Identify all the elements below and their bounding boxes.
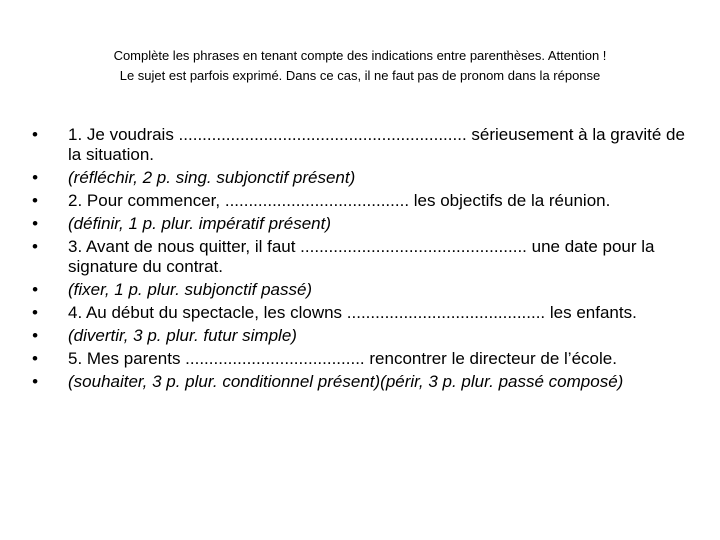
hint-text: (souhaiter, 3 p. plur. conditionnel présent)(périr, 3 p. plur. passé composé) <box>68 372 624 391</box>
exercise-item-5 <box>28 349 700 369</box>
instructions-line-1: Complète les phrases en tenant compte des indications entre parenthèses. Attention ! <box>113 48 607 63</box>
hint-text: (définir, 1 p. plur. impératif présent) <box>68 214 331 233</box>
exercise-text: 1. Je voudrais ............................................................. sérieusement à la gravité de la situation. <box>68 125 685 164</box>
hint-text: (réfléchir, 2 p. sing. subjonctif présent) <box>68 168 356 187</box>
exercise-item-1 <box>28 125 700 165</box>
exercise-hint-1 <box>28 168 700 188</box>
bullet-icon: • <box>32 125 38 144</box>
bullet-icon: • <box>32 303 38 322</box>
exercise-item-2 <box>28 191 700 211</box>
bullet-icon: • <box>32 326 38 345</box>
bullet-icon: • <box>32 168 38 187</box>
bullet-icon: • <box>32 372 38 391</box>
bullet-icon: • <box>32 349 38 368</box>
bullet-icon: • <box>32 191 38 210</box>
exercise-hint-4 <box>28 326 700 346</box>
bullet-icon: • <box>32 280 38 299</box>
bullet-icon: • <box>32 237 38 256</box>
exercise-hint-3 <box>28 280 700 300</box>
instructions-line-2: Le sujet est parfois exprimé. Dans ce cas, il ne faut pas de pronom dans la réponse <box>119 68 601 83</box>
exercise-item-3 <box>28 237 700 277</box>
exercise-text: 3. Avant de nous quitter, il faut ................................................ une date pour la signature du contrat. <box>68 237 655 276</box>
instructions <box>40 46 680 86</box>
exercise-text: 5. Mes parents ...................................... rencontrer le directeur de l’école. <box>68 349 617 368</box>
exercise-item-4 <box>28 303 700 323</box>
hint-text: (fixer, 1 p. plur. subjonctif passé) <box>68 280 313 299</box>
bullet-icon: • <box>32 214 38 233</box>
exercise-hint-5 <box>28 372 700 392</box>
exercise-list <box>28 125 700 395</box>
exercise-hint-2 <box>28 214 700 234</box>
exercise-text: 4. Au début du spectacle, les clowns .......................................... les enfants. <box>68 303 637 322</box>
hint-text: (divertir, 3 p. plur. futur simple) <box>68 326 297 345</box>
exercise-text: 2. Pour commencer, ....................................... les objectifs de la réunion. <box>68 191 611 210</box>
